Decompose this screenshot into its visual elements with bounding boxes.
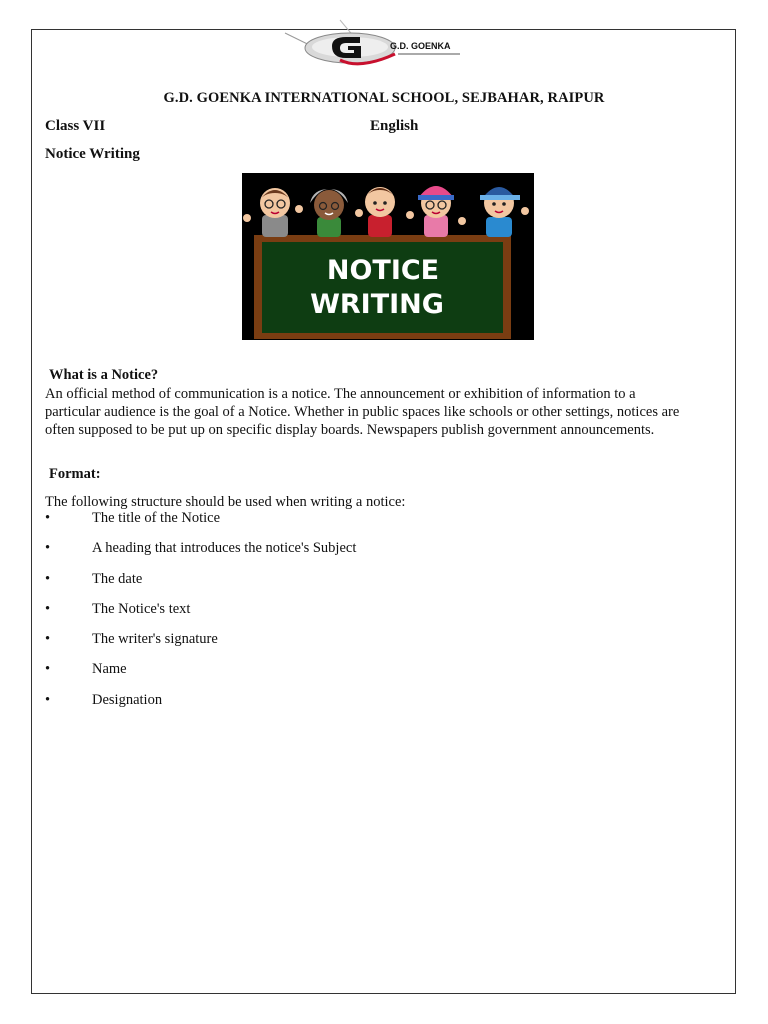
- notice-writing-banner: [242, 173, 534, 340]
- bullet: •: [45, 631, 51, 648]
- bullet: •: [45, 540, 51, 557]
- list-item-text: Name: [92, 661, 127, 678]
- body-line: often supposed to be put up on specific display boards. Newspapers publish government announcements.: [45, 422, 655, 438]
- bullet: •: [45, 691, 51, 708]
- bullet: •: [45, 600, 51, 617]
- school-logo: [280, 18, 480, 73]
- list-item-text: The date: [92, 570, 143, 587]
- format-intro: The following structure should be used when writing a notice:: [45, 494, 406, 510]
- list-item-text: Designation: [92, 691, 163, 708]
- body-line: particular audience is the goal of a Notice. Whether in public spaces like schools or other settings, notices are: [45, 404, 680, 420]
- format-heading: Format:: [49, 466, 101, 482]
- what-is-notice-heading: What is a Notice?: [49, 367, 159, 383]
- banner-line-notice: NOTICE: [326, 255, 440, 286]
- topic-title: Notice Writing: [45, 146, 140, 162]
- list-item-text: The Notice's text: [92, 600, 191, 617]
- logo-text: G.D. GOENKA: [390, 41, 451, 51]
- school-name: G.D. GOENKA INTERNATIONAL SCHOOL, SEJBAHAR, RAIPUR: [163, 90, 605, 106]
- list-item-text: The writer's signature: [92, 631, 218, 648]
- banner-line-writing: WRITING: [310, 289, 444, 320]
- class-label: Class VII: [45, 118, 106, 134]
- subject-label: English: [370, 118, 419, 134]
- what-is-notice-body: [45, 385, 730, 439]
- list-item-text: A heading that introduces the notice's Subject: [92, 540, 357, 557]
- bullet: •: [45, 661, 51, 678]
- bullet: •: [45, 510, 51, 526]
- body-line: An official method of communication is a notice. The announcement or exhibition of information to a: [45, 386, 636, 402]
- bullet: •: [45, 570, 51, 587]
- list-item-text: The title of the Notice: [92, 510, 221, 526]
